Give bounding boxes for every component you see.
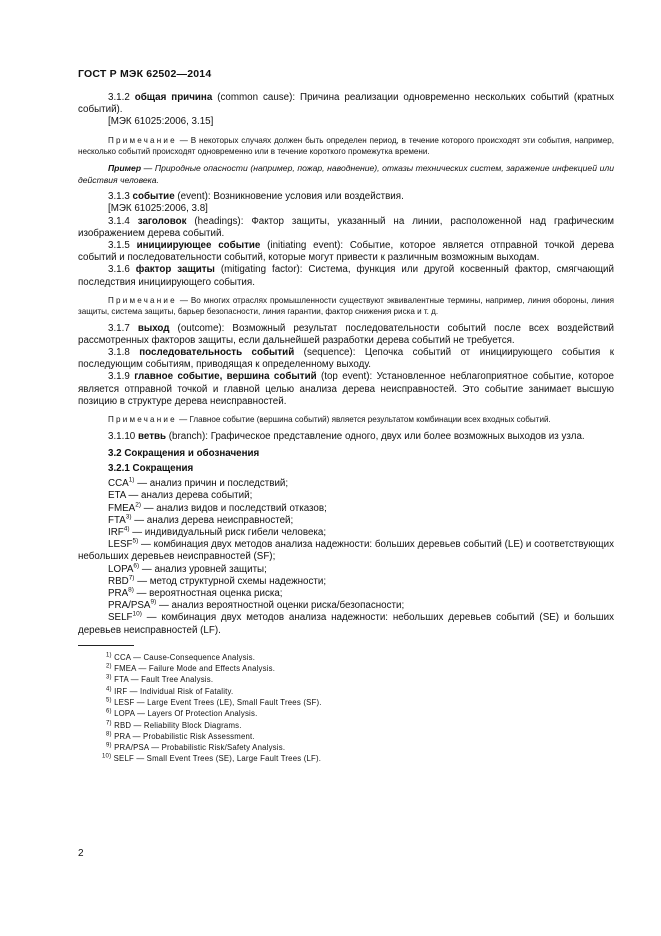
abbreviation-meaning: — анализ уровней защиты; xyxy=(139,563,267,575)
abbreviation: ETA xyxy=(108,490,126,502)
term-name: заголовок xyxy=(137,215,187,227)
footnote-number: 9) xyxy=(106,742,112,749)
abbreviation: IRF xyxy=(108,526,124,538)
term-number: 3.1.6 xyxy=(108,264,130,276)
term-3-1-4 xyxy=(78,216,614,240)
footnote-ref: 1) xyxy=(128,476,135,484)
reference: [МЭК 61025:2006, 3.8] xyxy=(108,203,208,215)
term-name: фактор защиты xyxy=(135,264,215,276)
footnote xyxy=(78,686,614,697)
page-number: 2 xyxy=(78,848,84,859)
footnote-ref: 7) xyxy=(128,574,135,582)
term-definition: (top event): Установленное неблагоприятное событие, которое является отправной точкой и главной целью анализа дерева неисправностей. Это событие занимает высшую позицию в структуре дерева неисправностей. xyxy=(78,371,614,407)
abbreviation-meaning: — анализ дерева событий; xyxy=(125,490,253,502)
footnote-text: LOPA — Layers Of Protection Analysis. xyxy=(111,709,258,719)
term-definition: (mitigating factor): Система, функция или другой косвенный фактор, смягчающий последствия инициирующего события. xyxy=(78,264,614,288)
term-3-1-10 xyxy=(78,431,614,443)
footnote xyxy=(78,742,614,753)
footnote xyxy=(78,652,614,663)
abbreviation: SELF xyxy=(108,612,133,624)
term-definition: (event): Возникновение условия или воздействия. xyxy=(174,191,404,203)
term-definition: (sequence): Цепочка событий от инициирующего события к последующим событиям, приводящая к определенному выходу. xyxy=(78,347,614,371)
abbreviation-item xyxy=(78,612,614,636)
term-definition: (headings): Фактор защиты, указанный на линии, расположенной над графическим изображением дерева событий. xyxy=(78,215,614,239)
page-header: ГОСТ Р МЭК 62502—2014 xyxy=(78,68,212,80)
abbreviation-item xyxy=(78,564,614,576)
footnote-ref: 8) xyxy=(128,586,134,594)
footnote-ref: 10) xyxy=(132,611,142,619)
footnote-ref: 2) xyxy=(135,501,141,509)
abbreviation-item xyxy=(78,490,614,502)
abbreviation-meaning: — анализ видов и последствий отказов; xyxy=(141,502,327,514)
term-number: 3.1.2 xyxy=(108,92,130,103)
footnote-rule xyxy=(78,645,134,646)
footnote-text: PRA — Probabilistic Risk Assessment. xyxy=(111,731,255,741)
footnote-number: 3) xyxy=(106,674,112,681)
term-3-1-9 xyxy=(78,371,614,408)
footnote-ref: 9) xyxy=(150,598,157,606)
term-name: последовательность событий xyxy=(139,347,295,359)
footnote xyxy=(78,720,614,731)
abbreviation: CCA xyxy=(108,478,129,490)
abbreviation-meaning: — анализ вероятностной оценки риска/безопасности; xyxy=(156,600,405,612)
example-text: — Природные опасности (например, пожар, наводнение), отказы технических систем, заражение инфекцией или действия человека. xyxy=(78,163,614,185)
footnote-text: CCA — Cause-Consequence Analysis. xyxy=(111,652,256,662)
term-definition: (branch): Графическое представление одного, двух или более возможных выходов из узла. xyxy=(166,430,585,442)
term-number: 3.1.4 xyxy=(108,215,130,227)
abbreviation: PRA xyxy=(108,587,129,599)
example xyxy=(78,163,614,186)
term-name: выход xyxy=(137,322,170,334)
footnote-number: 1) xyxy=(106,652,112,659)
note-label: Примечание xyxy=(108,415,177,425)
term-name: инициирующее событие xyxy=(136,240,261,252)
abbreviation: PRA/PSA xyxy=(108,600,151,612)
note-text: — Главное событие (вершина событий) является результатом комбинации всех входных событий. xyxy=(176,415,551,425)
note-label: Примечание xyxy=(108,135,177,145)
abbreviation-item xyxy=(78,600,614,612)
footnote-number: 4) xyxy=(106,686,112,693)
abbreviation-meaning: — анализ причин и последствий; xyxy=(134,478,289,490)
term-number: 3.1.3 xyxy=(108,191,130,203)
note xyxy=(78,135,614,158)
term-name: общая причина xyxy=(134,92,213,103)
abbreviation-meaning: — индивидуальный риск гибели человека; xyxy=(129,526,327,538)
term-definition: (outcome): Возможный результат последовательности событий после всех воздействий рассмотренных факторов защиты, если дальнейшей разработки дерева событий не требуется. xyxy=(78,322,614,346)
footnote-number: 6) xyxy=(106,708,112,715)
abbreviation-meaning: — вероятностная оценка риска; xyxy=(133,587,283,599)
abbreviation: FMEA xyxy=(108,502,136,514)
term-3-1-2 xyxy=(78,92,614,116)
abbreviation-item xyxy=(78,588,614,600)
abbreviation-meaning: — комбинация двух методов анализа надежности: небольших деревьев событий (SE) и больших деревьев неисправностей (LF). xyxy=(78,612,614,636)
abbreviation-item xyxy=(78,478,614,490)
footnote-text: FTA — Fault Tree Analysis. xyxy=(111,675,214,685)
note xyxy=(78,414,614,425)
footnote-number: 10) xyxy=(102,753,112,760)
term-definition: (initiating event): Событие, которое является отправной точкой дерева событий и последовательности событий, которые могут привести к различным возможным выходам. xyxy=(78,240,614,264)
term-number: 3.1.5 xyxy=(108,240,130,252)
term-3-1-6 xyxy=(78,264,614,288)
footnote-text: SELF — Small Event Trees (SE), Large Fault Trees (LF). xyxy=(111,754,322,764)
abbreviation-item xyxy=(78,576,614,588)
footnote-number: 8) xyxy=(106,731,112,738)
subsection-heading: 3.2.1 Сокращения xyxy=(108,462,194,474)
footnote-number: 7) xyxy=(106,719,112,726)
abbreviation-item xyxy=(78,527,614,539)
note xyxy=(78,295,614,318)
footnote xyxy=(78,697,614,708)
term-3-1-7 xyxy=(78,323,614,347)
note-text: — В некоторых случаях должен быть определен период, в течение которого происходят эти события, например, несколько событий происходят одновременно или в течение короткого промежутка времени. xyxy=(78,135,614,157)
term-number: 3.1.10 xyxy=(108,430,136,442)
footnote-number: 2) xyxy=(106,663,112,670)
abbreviation: FTA xyxy=(108,514,126,526)
term-3-1-8 xyxy=(78,347,614,371)
footnote-text: RBD — Reliability Block Diagrams. xyxy=(111,720,242,730)
term-number: 3.1.7 xyxy=(108,322,130,334)
footnote-ref: 5) xyxy=(132,537,139,545)
footnote-ref: 6) xyxy=(133,562,140,570)
abbreviation-list xyxy=(78,478,614,637)
term-name: событие xyxy=(132,191,175,203)
term-number: 3.1.8 xyxy=(108,347,130,359)
abbreviation-item xyxy=(78,539,614,563)
term-definition: (common cause): Причина реализации одновременно нескольких событий (кратных событий). xyxy=(78,92,615,116)
abbreviation-item xyxy=(78,515,614,527)
footnote xyxy=(78,708,614,719)
abbreviation-meaning: — метод структурной схемы надежности; xyxy=(134,575,327,587)
section-heading: 3.2 Сокращения и обозначения xyxy=(108,447,260,459)
note-text: — Во многих отраслях промышленности существуют эквивалентные термины, например, линия обороны, линия защиты, система защиты, барьер безопасности, линия гарантии, фактор снижения риска и т. д. xyxy=(78,295,614,317)
term-name: главное событие, вершина событий xyxy=(134,371,317,383)
footnote-text: LESF — Large Event Trees (LE), Small Fault Trees (SF). xyxy=(111,697,322,707)
term-3-1-3 xyxy=(78,191,614,203)
footnote xyxy=(78,674,614,685)
footnote xyxy=(78,663,614,674)
abbreviation: RBD xyxy=(108,575,129,587)
footnote-number: 5) xyxy=(106,697,112,704)
note-label: Примечание xyxy=(108,295,177,305)
example-label: Пример xyxy=(108,163,142,174)
footnote xyxy=(78,753,614,764)
term-3-1-5 xyxy=(78,240,614,264)
footnote-ref: 3) xyxy=(125,513,132,521)
footnote-list xyxy=(78,652,614,765)
reference: [МЭК 61025:2006, 3.15] xyxy=(108,116,214,128)
page-content xyxy=(78,92,614,765)
abbreviation: LESF xyxy=(108,539,133,551)
abbreviation-meaning: — комбинация двух методов анализа надежности: больших деревьев событий (LE) и соответствующих небольших деревьев неисправностей (SF); xyxy=(78,539,614,563)
abbreviation-meaning: — анализ дерева неисправностей; xyxy=(131,514,294,526)
abbreviation: LOPA xyxy=(108,563,134,575)
footnote-ref: 4) xyxy=(123,525,130,533)
footnote xyxy=(78,731,614,742)
footnote-text: FMEA — Failure Mode and Effects Analysis. xyxy=(111,664,276,674)
footnote-text: PRA/PSA — Probabilistic Risk/Safety Analysis. xyxy=(111,743,286,753)
footnote-text: IRF — Individual Risk of Fatality. xyxy=(111,686,234,696)
abbreviation-item xyxy=(78,503,614,515)
term-number: 3.1.9 xyxy=(108,371,130,383)
term-name: ветвь xyxy=(137,430,167,442)
